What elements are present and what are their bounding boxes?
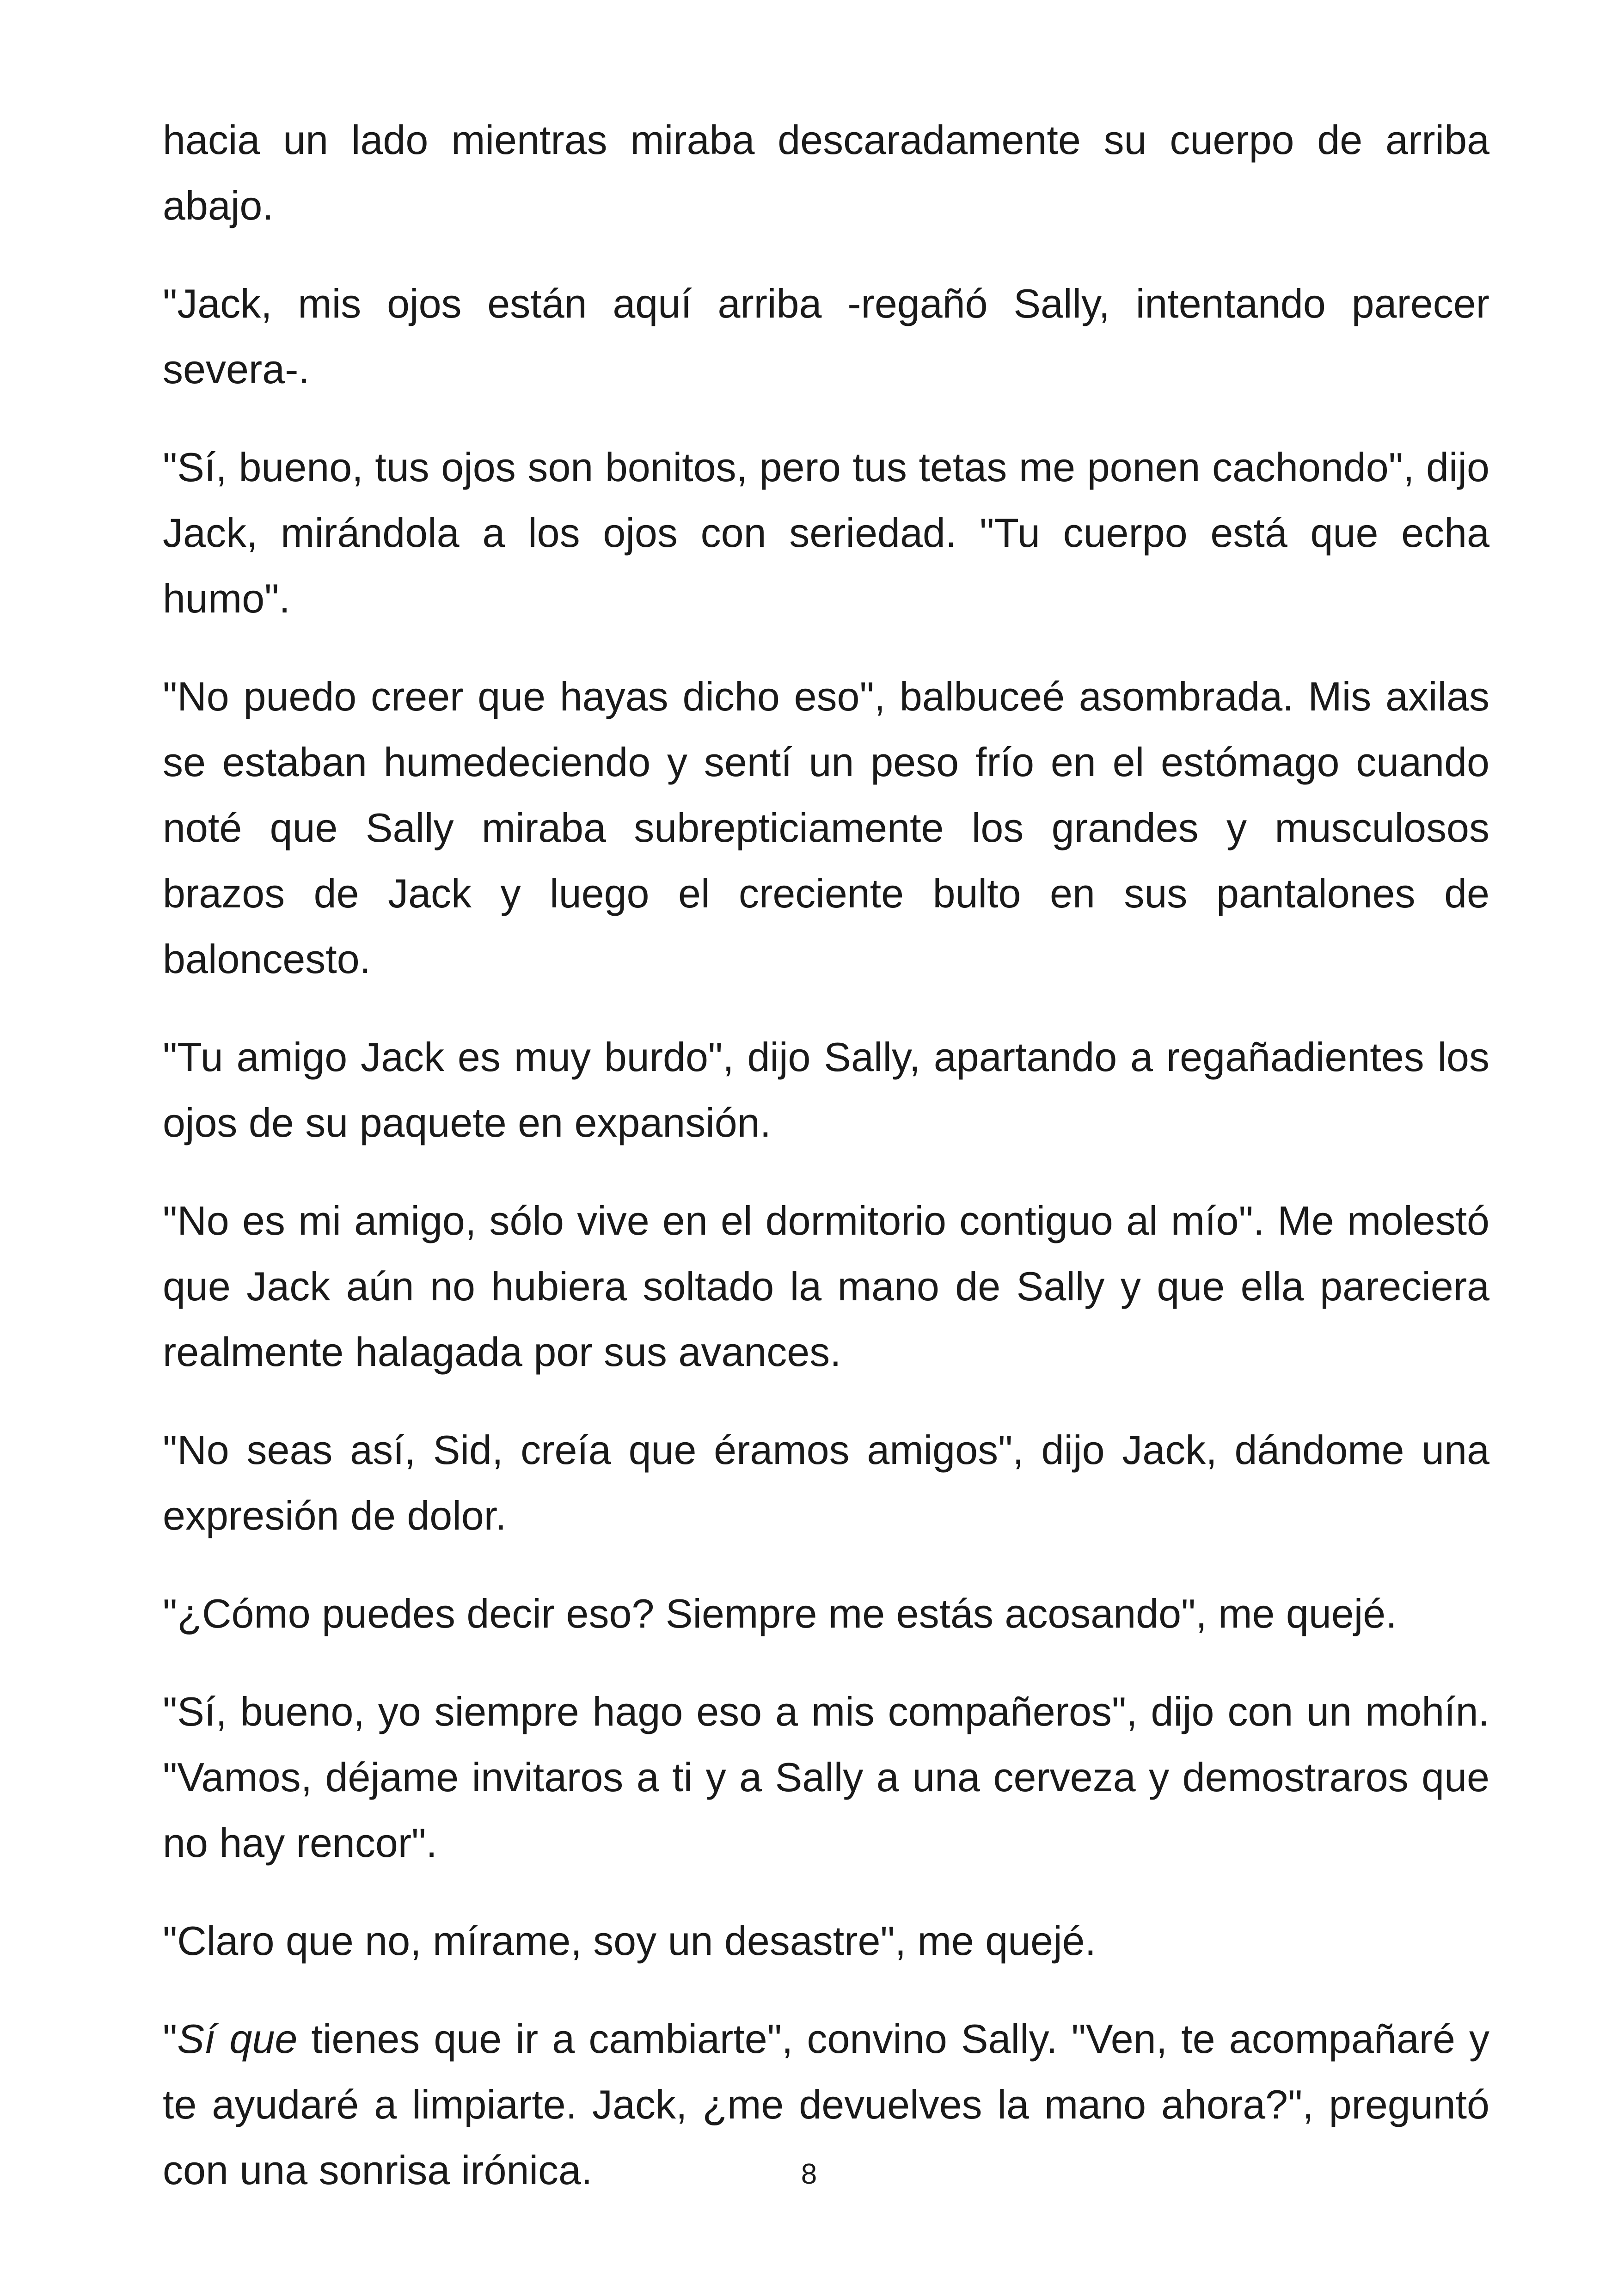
page-number: 8 [801, 2158, 817, 2190]
paragraph: "Sí, bueno, yo siempre hago eso a mis compañeros", dijo con un mohín. "Vamos, déjame invitaros a ti y a Sally a una cerveza y demostraros que no hay rencor". [163, 1689, 1489, 1866]
paragraph: "No es mi amigo, sólo vive en el dormitorio contiguo al mío". Me molestó que Jack aún no hubiera soltado la mano de Sally y que ella pareciera realmente halagada por sus avances. [163, 1198, 1489, 1375]
paragraph: "No puedo creer que hayas dicho eso", balbuceé asombrada. Mis axilas se estaban humedeciendo y sentí un peso frío en el estómago cuando noté que Sally miraba subrepticiamente los grandes y musculosos brazos de Jack y luego el creciente bulto en sus pantalones de baloncesto. [163, 673, 1489, 982]
paragraph: "¿Cómo puedes decir eso? Siempre me estás acosando", me quejé. [163, 1591, 1397, 1636]
paragraph: "Jack, mis ojos están aquí arriba -regañó Sally, intentando parecer severa-. [163, 281, 1489, 392]
paragraph: hacia un lado mientras miraba descaradamente su cuerpo de arriba abajo. [163, 117, 1489, 228]
paragraph: "Tu amigo Jack es muy burdo", dijo Sally, apartando a regañadientes los ojos de su paquete en expansión. [163, 1034, 1489, 1145]
body-text [163, 107, 1489, 2235]
open-quote: " [163, 2016, 178, 2062]
paragraph: "No seas así, Sid, creía que éramos amigos", dijo Jack, dándome una expresión de dolor. [163, 1427, 1489, 1538]
paragraph-rest: tienes que ir a cambiarte", convino Sally. "Ven, te acompañaré y te ayudaré a limpiarte. Jack, ¿me devuelves la mano ahora?", preguntó con una sonrisa irónica. [163, 2016, 1489, 2193]
paragraph: "Claro que no, mírame, soy un desastre", me quejé. [163, 1918, 1097, 1964]
emphasis-text: Sí que [177, 2016, 298, 2062]
paragraph: "Sí, bueno, tus ojos son bonitos, pero tus tetas me ponen cachondo", dijo Jack, mirándola a los ojos con seriedad. "Tu cuerpo está que echa humo". [163, 444, 1489, 621]
